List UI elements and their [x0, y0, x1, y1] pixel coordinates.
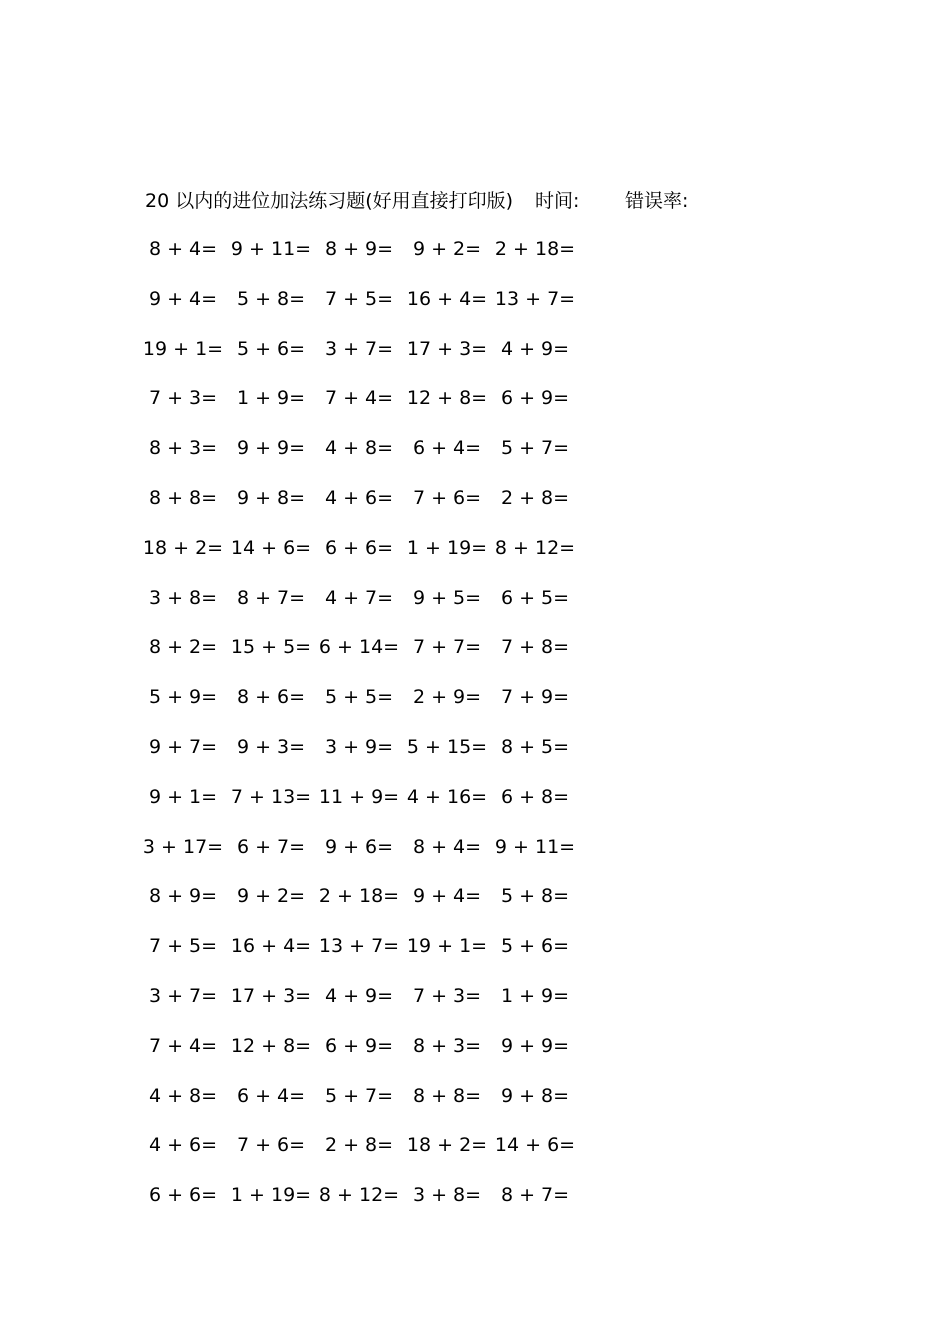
addition-problem: 8 + 12= [494, 536, 576, 559]
addition-problem: 3 + 9= [324, 735, 394, 758]
addition-problem: 7 + 6= [412, 486, 482, 509]
addition-problem: 2 + 8= [500, 486, 570, 509]
addition-problem: 12 + 8= [406, 387, 488, 410]
addition-problem: 8 + 12= [318, 1184, 400, 1207]
addition-problem: 9 + 9= [500, 1034, 570, 1057]
addition-problem: 5 + 5= [324, 686, 394, 709]
problem-grid [140, 234, 600, 1230]
addition-problem: 11 + 9= [318, 785, 400, 808]
problem-row [140, 583, 600, 633]
problem-row [140, 1130, 600, 1180]
addition-problem: 5 + 15= [406, 735, 488, 758]
addition-problem: 9 + 6= [324, 835, 394, 858]
addition-problem: 4 + 6= [324, 486, 394, 509]
problem-row [140, 1081, 600, 1131]
addition-problem: 4 + 9= [324, 984, 394, 1007]
addition-problem: 14 + 6= [494, 1134, 576, 1157]
addition-problem: 14 + 6= [230, 536, 312, 559]
addition-problem: 7 + 8= [500, 636, 570, 659]
problem-row [140, 334, 600, 384]
addition-problem: 9 + 3= [236, 735, 306, 758]
addition-problem: 8 + 9= [324, 238, 394, 260]
addition-problem: 13 + 7= [318, 935, 400, 958]
problem-row [140, 1031, 600, 1081]
addition-problem: 4 + 16= [406, 785, 488, 808]
addition-problem: 9 + 1= [148, 785, 218, 808]
addition-problem: 9 + 4= [148, 287, 218, 310]
addition-problem: 8 + 7= [236, 586, 306, 609]
addition-problem: 5 + 8= [500, 885, 570, 908]
addition-problem: 6 + 4= [412, 437, 482, 460]
addition-problem: 9 + 8= [500, 1084, 570, 1107]
addition-problem: 5 + 6= [236, 337, 306, 360]
addition-problem: 4 + 7= [324, 586, 394, 609]
addition-problem: 18 + 2= [142, 536, 224, 559]
addition-problem: 7 + 5= [324, 287, 394, 310]
problem-row [140, 931, 600, 981]
addition-problem: 8 + 3= [148, 437, 218, 460]
addition-problem: 3 + 8= [412, 1184, 482, 1207]
addition-problem: 8 + 9= [148, 885, 218, 908]
addition-problem: 12 + 8= [230, 1034, 312, 1057]
addition-problem: 9 + 11= [230, 238, 312, 260]
addition-problem: 4 + 9= [500, 337, 570, 360]
problem-row [140, 782, 600, 832]
addition-problem: 7 + 13= [230, 785, 312, 808]
problem-row [140, 881, 600, 931]
addition-problem: 7 + 4= [148, 1034, 218, 1057]
addition-problem: 3 + 17= [142, 835, 224, 858]
addition-problem: 8 + 3= [412, 1034, 482, 1057]
addition-problem: 4 + 6= [148, 1134, 218, 1157]
addition-problem: 8 + 8= [148, 486, 218, 509]
addition-problem: 6 + 4= [236, 1084, 306, 1107]
addition-problem: 6 + 9= [500, 387, 570, 410]
problem-row [140, 284, 600, 334]
addition-problem: 1 + 19= [406, 536, 488, 559]
problem-row [140, 981, 600, 1031]
addition-problem: 16 + 4= [406, 287, 488, 310]
addition-problem: 2 + 9= [412, 686, 482, 709]
addition-problem: 6 + 8= [500, 785, 570, 808]
addition-problem: 5 + 7= [324, 1084, 394, 1107]
problem-row [140, 483, 600, 533]
addition-problem: 19 + 1= [142, 337, 224, 360]
addition-problem: 18 + 2= [406, 1134, 488, 1157]
addition-problem: 9 + 8= [236, 486, 306, 509]
addition-problem: 8 + 5= [500, 735, 570, 758]
addition-problem: 5 + 6= [500, 935, 570, 958]
addition-problem: 1 + 9= [500, 984, 570, 1007]
addition-problem: 6 + 9= [324, 1034, 394, 1057]
addition-problem: 7 + 6= [236, 1134, 306, 1157]
problem-row [140, 732, 600, 782]
addition-problem: 6 + 7= [236, 835, 306, 858]
addition-problem: 9 + 4= [412, 885, 482, 908]
addition-problem: 6 + 14= [318, 636, 400, 659]
time-label: 时间: [535, 190, 580, 212]
addition-problem: 8 + 4= [412, 835, 482, 858]
addition-problem: 8 + 7= [500, 1184, 570, 1207]
problem-row [140, 832, 600, 882]
addition-problem: 8 + 4= [148, 238, 218, 260]
addition-problem: 1 + 19= [230, 1184, 312, 1207]
problem-row [140, 682, 600, 732]
worksheet-title: 20 以内的进位加法练习题(好用直接打印版) [145, 190, 514, 212]
addition-problem: 2 + 18= [318, 885, 400, 908]
addition-problem: 3 + 8= [148, 586, 218, 609]
addition-problem: 2 + 8= [324, 1134, 394, 1157]
addition-problem: 8 + 2= [148, 636, 218, 659]
problem-row [140, 383, 600, 433]
addition-problem: 17 + 3= [406, 337, 488, 360]
problem-row [140, 234, 600, 284]
addition-problem: 2 + 18= [494, 238, 576, 260]
addition-problem: 6 + 6= [324, 536, 394, 559]
addition-problem: 9 + 2= [236, 885, 306, 908]
addition-problem: 9 + 11= [494, 835, 576, 858]
addition-problem: 19 + 1= [406, 935, 488, 958]
addition-problem: 16 + 4= [230, 935, 312, 958]
addition-problem: 9 + 2= [412, 238, 482, 260]
addition-problem: 6 + 5= [500, 586, 570, 609]
addition-problem: 7 + 5= [148, 935, 218, 958]
addition-problem: 9 + 5= [412, 586, 482, 609]
addition-problem: 5 + 9= [148, 686, 218, 709]
addition-problem: 7 + 4= [324, 387, 394, 410]
addition-problem: 4 + 8= [148, 1084, 218, 1107]
problem-row [140, 433, 600, 483]
addition-problem: 7 + 7= [412, 636, 482, 659]
addition-problem: 8 + 8= [412, 1084, 482, 1107]
addition-problem: 15 + 5= [230, 636, 312, 659]
addition-problem: 5 + 8= [236, 287, 306, 310]
addition-problem: 7 + 3= [412, 984, 482, 1007]
addition-problem: 4 + 8= [324, 437, 394, 460]
addition-problem: 8 + 6= [236, 686, 306, 709]
problem-row [140, 1180, 600, 1230]
addition-problem: 9 + 7= [148, 735, 218, 758]
addition-problem: 13 + 7= [494, 287, 576, 310]
addition-problem: 9 + 9= [236, 437, 306, 460]
addition-problem: 5 + 7= [500, 437, 570, 460]
addition-problem: 1 + 9= [236, 387, 306, 410]
problem-row [140, 632, 600, 682]
addition-problem: 3 + 7= [148, 984, 218, 1007]
addition-problem: 6 + 6= [148, 1184, 218, 1207]
error-rate-label: 错误率: [625, 190, 689, 212]
problem-row [140, 533, 600, 583]
addition-problem: 3 + 7= [324, 337, 394, 360]
addition-problem: 17 + 3= [230, 984, 312, 1007]
addition-problem: 7 + 9= [500, 686, 570, 709]
addition-problem: 7 + 3= [148, 387, 218, 410]
